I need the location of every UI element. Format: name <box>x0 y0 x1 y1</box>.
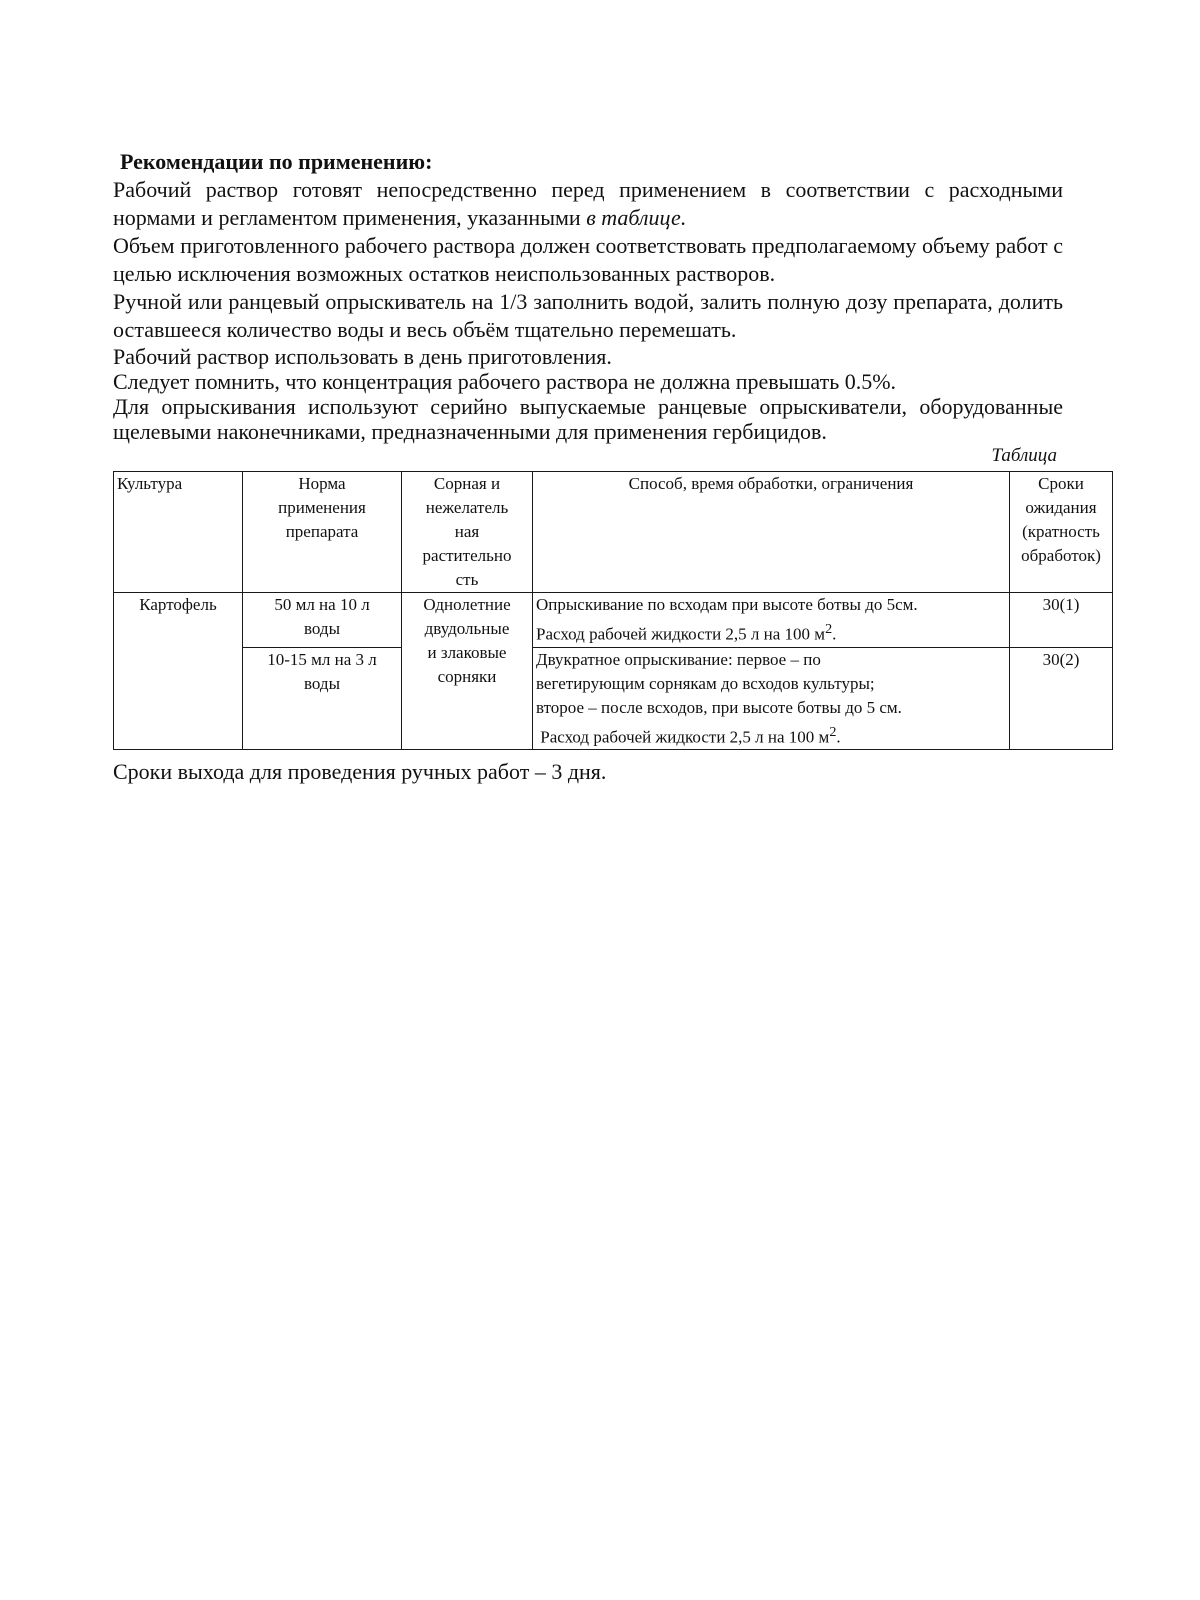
header-culture: Культура <box>114 472 243 593</box>
superscript: 2 <box>825 621 833 637</box>
cell-method-line: Двукратное опрыскивание: первое – по <box>536 649 821 669</box>
cell-weeds-line: и злаковые <box>427 643 507 662</box>
header-weeds-line: ная <box>454 522 480 541</box>
section-heading: Рекомендации по применению: <box>120 149 433 174</box>
cell-method-line: второе – после всходов, при высоте ботвы до 5 см. <box>536 697 902 717</box>
cell-rate-line: 50 мл на 10 л <box>274 595 370 614</box>
cell-method-text: . <box>836 727 841 747</box>
cell-method-text: Расход рабочей жидкости 2,5 л на 100 м <box>536 727 830 747</box>
cell-rate-line: воды <box>304 619 340 638</box>
cell-weeds-line: сорняки <box>437 667 497 686</box>
table-caption: Таблица <box>991 445 1057 466</box>
cell-weeds-line: двудольные <box>424 619 510 638</box>
header-terms <box>1010 472 1113 593</box>
cell-terms: 30(2) <box>1010 647 1113 750</box>
table-row <box>114 593 1113 648</box>
cell-method-line <box>536 720 1006 750</box>
recommendations-section <box>113 148 1063 467</box>
header-weeds-line: нежелатель <box>425 498 509 517</box>
header-rate-line: Норма <box>298 474 346 493</box>
header-weeds-line: Сорная и <box>433 474 501 493</box>
cell-culture: Картофель <box>114 593 243 750</box>
superscript: 2 <box>829 723 837 740</box>
header-terms-line: обработок) <box>1021 546 1101 565</box>
table-reference: в таблице. <box>586 205 687 230</box>
paragraph-concentration: Следует помнить, что концентрация рабочего раствора не должна превышать 0.5%. <box>113 369 897 394</box>
header-terms-line: Сроки <box>1038 474 1084 493</box>
paragraph-preparation-text: Рабочий раствор готовят непосредственно перед применением в соответствии с расходными нормами и регламентом применения, указанными <box>113 177 1063 230</box>
cell-weeds-line: Однолетние <box>423 595 511 614</box>
cell-method <box>533 593 1010 648</box>
paragraph-mixing: Ручной или ранцевый опрыскиватель на 1/3 заполнить водой, залить полную дозу препарата, долить оставшееся количество воды и весь объём тщательно перемешать. <box>113 289 1063 342</box>
cell-method-text: . <box>832 624 837 644</box>
table-header-row <box>114 472 1113 593</box>
footer-note: Сроки выхода для проведения ручных работ – 3 дня. <box>113 759 607 784</box>
cell-weeds <box>402 593 533 750</box>
header-method: Способ, время обработки, ограничения <box>533 472 1010 593</box>
cell-rate <box>243 593 402 648</box>
table-row <box>114 647 1113 750</box>
header-terms-line: ожидания <box>1025 498 1097 517</box>
paragraph-same-day: Рабочий раствор использовать в день приготовления. <box>113 344 612 369</box>
cell-method-text: Расход рабочей жидкости 2,5 л на 100 м <box>536 624 826 644</box>
cell-rate <box>243 647 402 750</box>
header-terms-line: (кратность <box>1022 522 1100 541</box>
paragraph-sprayers: Для опрыскивания используют серийно выпускаемые ранцевые опрыскиватели, оборудованные щелевыми наконечниками, предназначенными для применения гербицидов. <box>113 394 1063 444</box>
header-weeds-line: сть <box>455 570 479 589</box>
cell-rate-line: 10-15 мл на 3 л <box>267 649 377 669</box>
header-rate-line: применения <box>278 498 366 517</box>
cell-terms: 30(1) <box>1010 593 1113 648</box>
cell-method <box>533 647 1010 750</box>
application-table <box>113 471 1113 750</box>
header-weeds-line: растительно <box>422 546 512 565</box>
cell-method-line <box>536 617 1006 647</box>
header-rate-line: препарата <box>285 522 359 541</box>
cell-method-line: Опрыскивание по всходам при высоте ботвы до 5см. <box>536 595 918 614</box>
header-rate <box>243 472 402 593</box>
cell-rate-line: воды <box>304 673 340 693</box>
paragraph-preparation <box>113 176 1063 232</box>
paragraph-volume: Объем приготовленного рабочего раствора должен соответствовать предполагаемому объему работ с целью исключения возможных остатков неиспользованных растворов. <box>113 233 1063 286</box>
header-weeds <box>402 472 533 593</box>
cell-method-line: вегетирующим сорнякам до всходов культуры; <box>536 673 875 693</box>
